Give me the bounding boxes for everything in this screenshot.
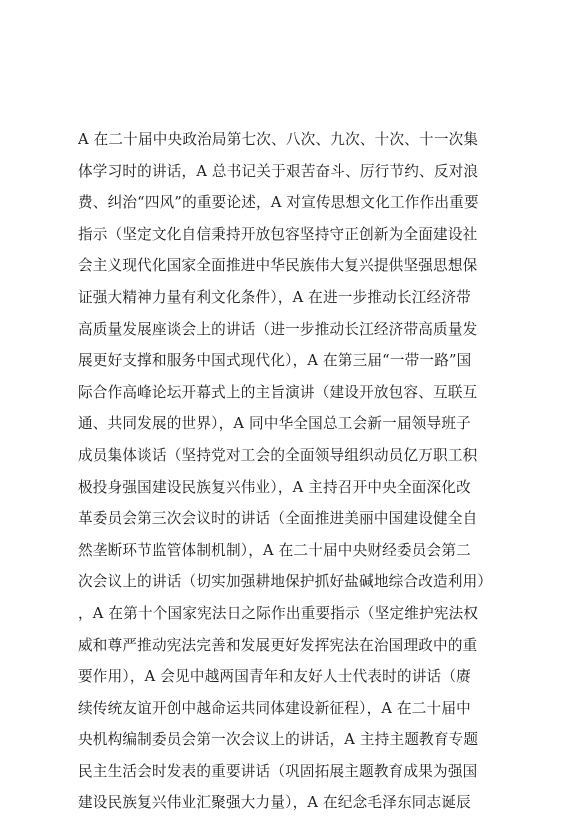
text-line: 威和尊严推动宪法完善和发展更好发挥宪法在治国理政中的重 (78, 636, 478, 654)
text-line: 要作用），A 会见中越两国青年和友好人士代表时的讲话（赓 (78, 668, 471, 686)
text-line: 高质量发展座谈会上的讲话（进一步推动长江经济带高质量发 (78, 320, 478, 338)
text-line: 证强大精神力量有利文化条件），A 在进一步推动长江经济带 (78, 288, 471, 306)
text-line: 极投身强国建设民族复兴伟业），A 主持召开中央全面深化改 (78, 478, 471, 496)
text-line: A 在二十届中央政治局第七次、八次、九次、十次、十一次集 (78, 131, 479, 148)
text-line: ，A 在第十个国家宪法日之际作出重要指示（坚定维护宪法权 (78, 604, 479, 622)
text-line: 指示（坚定文化自信秉持开放包容坚持守正创新为全面建设社 (78, 225, 478, 243)
text-line: 展更好支撑和服务中国式现代化），A 在第三届“一带一路”国 (78, 352, 472, 370)
text-line: 民主生活会时发表的重要讲话（巩固拓展主题教育成果为强国 (78, 762, 478, 780)
text-line: 建设民族复兴伟业汇聚强大力量），A 在纪念毛泽东同志诞辰 (78, 794, 471, 812)
text-line: 际合作高峰论坛开幕式上的主旨演讲（建设开放包容、互联互 (78, 383, 478, 401)
text-line: 央机构编制委员会第一次会议上的讲话，A 主持主题教育专题 (78, 731, 479, 749)
text-line: 体学习时的讲话，A 总书记关于艰苦奋斗、厉行节约、反对浪 (78, 162, 479, 180)
text-line: 革委员会第三次会议时的讲话（全面推进美丽中国建设健全自 (78, 510, 478, 528)
text-line: 会主义现代化国家全面推进中华民族伟大复兴提供坚强思想保 (78, 257, 478, 275)
text-line: 成员集体谈话（坚持党对工会的全面领导组织动员亿万职工积 (78, 446, 478, 464)
text-line: 然垄断环节监管体制机制），A 在二十届中央财经委员会第二 (78, 541, 471, 559)
text-line: 续传统友谊开创中越命运共同体建设新征程），A 在二十届中 (78, 699, 471, 717)
text-line: 费、纠治“四风”的重要论述，A 对宣传思想文化工作作出重要 (78, 194, 479, 212)
body-paragraph (78, 124, 498, 819)
text-line: 次会议上的讲话（切实加强耕地保护抓好盐碱地综合改造利用） (78, 573, 493, 591)
text-line: 通、共同发展的世界），A 同中华全国总工会新一届领导班子 (78, 415, 471, 433)
